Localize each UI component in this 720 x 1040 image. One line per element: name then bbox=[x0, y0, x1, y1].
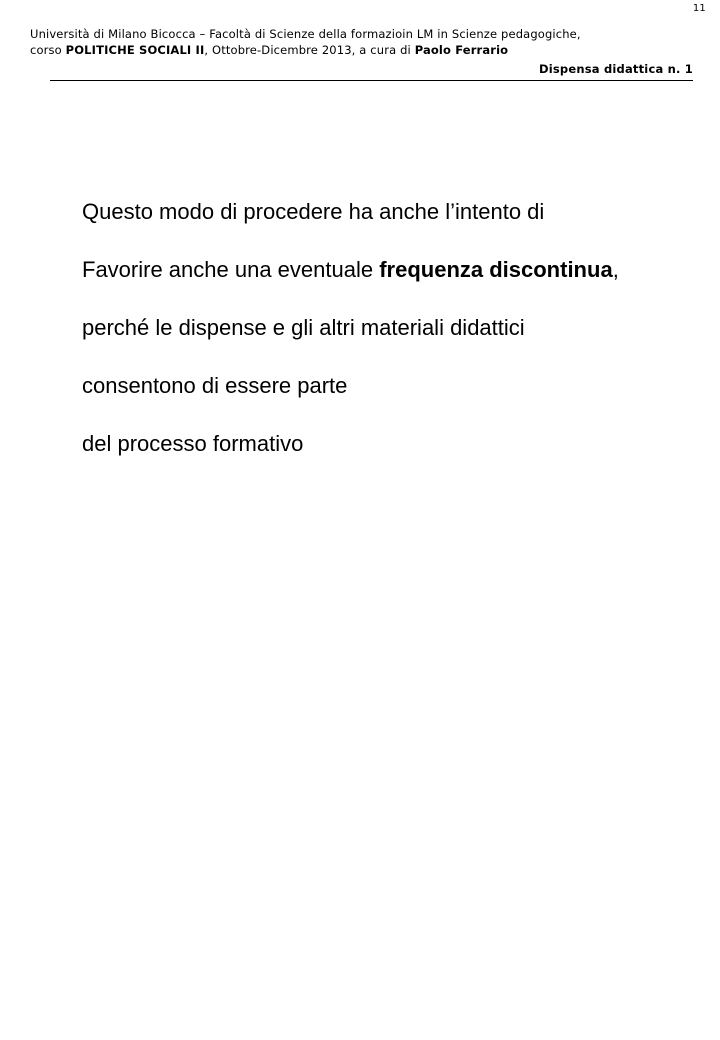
body-line-3: perché le dispense e gli altri materiali didattici bbox=[82, 315, 525, 340]
header-course-dates: , Ottobre-Dicembre 2013, a cura di bbox=[204, 43, 415, 57]
header-course-title: POLITICHE SOCIALI II bbox=[65, 43, 205, 57]
header-course-line bbox=[30, 42, 694, 58]
header-course-prefix: corso bbox=[30, 43, 66, 57]
document-header bbox=[30, 26, 694, 58]
body-line-2-prefix: Favorire anche una eventuale bbox=[82, 257, 380, 282]
body-line-5: del processo formativo bbox=[82, 431, 304, 456]
body-line-2-emphasis: frequenza discontinua bbox=[379, 257, 613, 282]
page-number: 11 bbox=[692, 3, 706, 14]
header-university-line: Università di Milano Bicocca – Facoltà di Scienze della formazioin LM in Scienze pedagogiche, bbox=[30, 27, 581, 41]
body-line-4: consentono di essere parte bbox=[82, 373, 348, 398]
header-dispensa-label: Dispensa didattica n. 1 bbox=[538, 62, 693, 76]
body-line-2 bbox=[82, 241, 702, 299]
body-line-2-suffix: , bbox=[612, 257, 619, 282]
header-author: Paolo Ferrario bbox=[414, 43, 509, 57]
header-divider bbox=[50, 80, 693, 81]
body-line-1: Questo modo di procedere ha anche l’intento di bbox=[82, 199, 545, 224]
slide-body bbox=[82, 183, 702, 473]
